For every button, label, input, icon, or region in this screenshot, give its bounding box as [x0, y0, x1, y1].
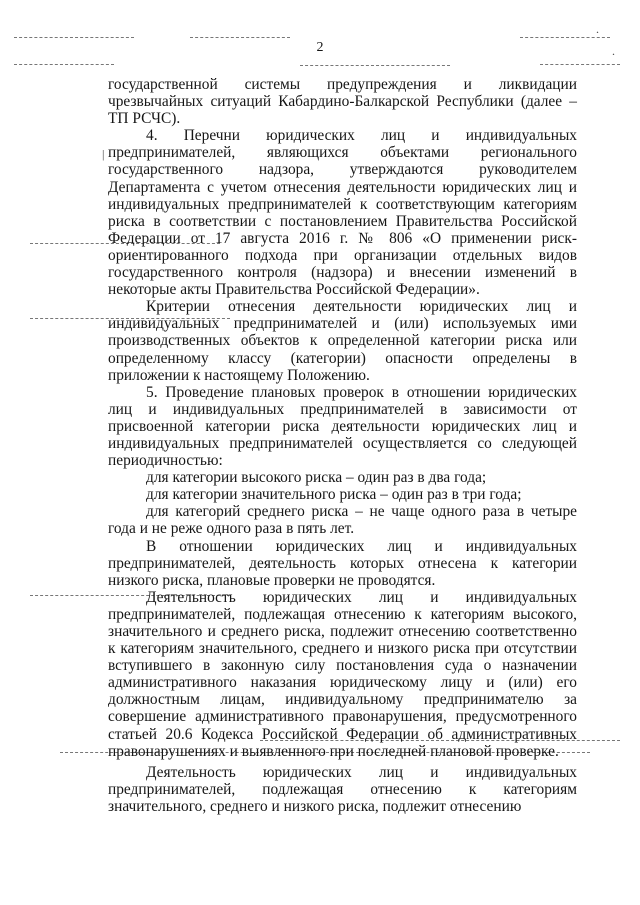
paragraph: для категории высокого риска – один раз в два года; — [146, 469, 487, 487]
paragraph: Критерии отнесения деятельности юридических лиц и индивидуальных предпринимателей и (или) используемых ими производственных объектов к определенной категории риска или определенному классу (категории) опасности определены в приложении к настоящему Положению. — [108, 298, 577, 384]
paragraph: 4. Перечни юридических лиц и индивидуальных предпринимателей, являющихся объектами регионального государственного надзора, утверждаются руководителем Департамента с учетом отнесения деятельности юридических лиц и индивидуальных предпринимателей к соответствующим категориям риска в соответствии с постановлением Правительства Российской Федерации от 17 августа 2016 г. № 806 «О применении риск-ориентированного подхода при организации отдельных видов государственного контроля (надзора) и внесении изменений в некоторые акты Правительства Российской Федерации». — [108, 127, 577, 299]
body-text — [108, 76, 577, 815]
scan-artifact-line — [300, 65, 450, 66]
paragraph: 5. Проведение плановых проверок в отношении юридических лиц и индивидуальных предпринимателей в зависимости от присвоенной категории риска деятельности юридических лиц и индивидуальных предпринимателей осуществляется со следующей периодичностью: — [108, 383, 577, 470]
page-number: 2 — [316, 40, 324, 55]
scan-artifact-mark: . — [612, 44, 615, 58]
scan-artifact-line — [14, 64, 114, 65]
paragraph: государственной системы предупреждения и ликвидации чрезвычайных ситуаций Кабардино-Балкарской Республики (далее – ТП РСЧС). — [108, 76, 577, 128]
paragraph: для категории значительного риска – один раз в три года; — [146, 486, 522, 504]
paragraph: Деятельность юридических лиц и индивидуальных предпринимателей, подлежащая отнесению к категориям высокого, значительного и среднего риска, подлежит отнесению соответственно к категориям значительного, среднего и низкого риска при отсутствии вступившего в законную силу постановления суда о назначении административного наказания юридическому лицу и (или) его должностным лицам, индивидуальному предпринимателю за совершение административного правонарушения, предусмотренного статьей 20.6 Кодекса Российской Федерации об административных правонарушениях и выявленного при последней плановой проверке. — [108, 588, 577, 760]
scan-artifact-line — [520, 37, 610, 38]
scan-artifact-line — [190, 37, 290, 38]
scan-artifact-line — [540, 64, 620, 65]
scan-artifact-line — [14, 37, 134, 38]
scan-artifact-mark: . — [596, 22, 599, 36]
scan-artifact-mark: | — [102, 147, 105, 161]
paragraph: для категорий среднего риска – не чаще одного раза в четыре года и не реже одного раза в пять лет. — [108, 503, 577, 538]
paragraph: Деятельность юридических лиц и индивидуальных предпринимателей, подлежащая отнесению к категориям значительного, среднего и низкого риска, подлежит отнесению — [108, 763, 577, 815]
paragraph: В отношении юридических лиц и индивидуальных предпринимателей, деятельность которых отнесена к категории низкого риска, плановые проверки не проводятся. — [108, 537, 577, 589]
